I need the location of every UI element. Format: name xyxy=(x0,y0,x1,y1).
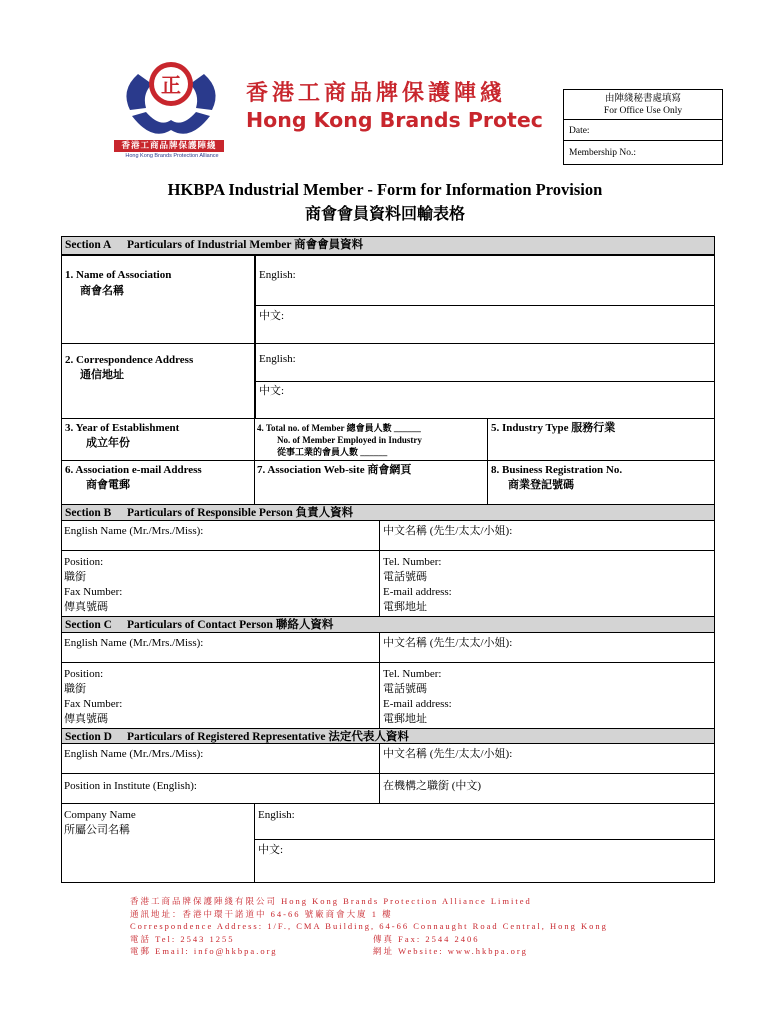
association-email-cell[interactable] xyxy=(62,461,255,505)
contact-tel-email-cell[interactable] xyxy=(380,663,714,730)
representative-english-name-field[interactable] xyxy=(62,744,380,774)
industry-type-cell[interactable] xyxy=(488,419,714,461)
position-label-cn: 職銜 xyxy=(64,571,86,583)
q8-label-cn: 商業登記號碼 xyxy=(508,479,574,491)
fax-label: Fax Number: xyxy=(64,698,123,710)
business-registration-cell[interactable] xyxy=(488,461,714,505)
footer-contact xyxy=(130,895,608,958)
chinese-name-label: 中文名稱 (先生/太太/小姐): xyxy=(383,637,513,649)
responsible-tel-email-cell[interactable] xyxy=(380,551,714,618)
tel-label: Tel. Number: xyxy=(383,556,442,568)
tel-label-cn: 電話號碼 xyxy=(383,571,427,583)
address-chinese-field[interactable] xyxy=(255,382,714,419)
position-label: Position: xyxy=(64,668,104,680)
name-of-association-label-cell xyxy=(62,255,255,344)
q4-line1: 4. Total no. of Member 總會員人數 ______ xyxy=(257,423,421,433)
section-b-label: Section B xyxy=(65,507,112,519)
page-title: HKBPA Industrial Member - Form for Information Provision xyxy=(167,180,603,199)
q6-label-cn: 商會電郵 xyxy=(86,479,130,491)
page-title-chinese: 商會會員資料回輸表格 xyxy=(304,204,465,223)
responsible-chinese-name-field[interactable] xyxy=(380,521,714,551)
footer-email[interactable]: 電郵 Email: info@hkbpa.org xyxy=(130,946,278,956)
footer-fax: 傳真 Fax: 2544 2406 xyxy=(373,933,480,944)
english-name-label: English Name (Mr./Mrs./Miss): xyxy=(64,637,204,649)
section-a-title: Particulars of Industrial Member 商會會員資料 xyxy=(127,239,364,251)
email-label: E-mail address: xyxy=(383,698,452,710)
email-label-cn: 電郵地址 xyxy=(383,601,427,613)
section-d-header xyxy=(62,728,714,744)
section-a-label: Section A xyxy=(65,239,112,251)
responsible-position-fax-cell[interactable] xyxy=(62,551,380,618)
english-label: English: xyxy=(259,353,296,365)
q8-label: 8. Business Registration No. xyxy=(491,464,623,476)
position-institute-english-field[interactable] xyxy=(62,774,380,804)
association-name-chinese-field[interactable] xyxy=(255,306,714,344)
position-institute-chinese-field[interactable] xyxy=(380,774,714,804)
company-name-english-field[interactable] xyxy=(255,804,714,840)
information-form xyxy=(61,236,715,883)
q6-label: 6. Association e-mail Address xyxy=(65,464,202,476)
representative-chinese-name-field[interactable] xyxy=(380,744,714,774)
tel-label-cn: 電話號碼 xyxy=(383,683,427,695)
fax-label-cn: 傳真號碼 xyxy=(64,713,108,725)
address-english-field[interactable] xyxy=(255,344,714,382)
office-use-heading xyxy=(564,90,722,120)
fax-label: Fax Number: xyxy=(64,586,123,598)
section-b-title: Particulars of Responsible Person 負責人資料 xyxy=(127,507,354,519)
logo-english-name: Hong Kong Brands Protection Alliance xyxy=(125,153,219,159)
position-institute-label-cn: 在機構之職銜 (中文) xyxy=(383,780,482,792)
position-institute-label: Position in Institute (English): xyxy=(64,780,197,792)
logo-chinese-name: 香港工商品牌保護陣綫 xyxy=(114,140,224,152)
section-b-header xyxy=(62,505,714,521)
q7-label: 7. Association Web-site 商會網頁 xyxy=(257,464,412,476)
english-name-label: English Name (Mr./Mrs./Miss): xyxy=(64,748,204,760)
q4-line2: No. of Member Employed in Industry xyxy=(277,435,422,445)
q2-label: 2. Correspondence Address xyxy=(65,354,194,366)
correspondence-address-label-cell xyxy=(62,344,255,419)
chinese-label: 中文: xyxy=(259,310,285,322)
alliance-logo xyxy=(112,50,230,146)
company-name-chinese-field[interactable] xyxy=(255,840,714,882)
section-c-label: Section C xyxy=(65,619,112,631)
chinese-label: 中文: xyxy=(258,844,284,856)
logo-char: 正 xyxy=(161,73,181,97)
chinese-name-label: 中文名稱 (先生/太太/小姐): xyxy=(383,525,513,537)
section-d-label: Section D xyxy=(65,731,112,743)
email-label-cn: 電郵地址 xyxy=(383,713,427,725)
association-name-english-field[interactable] xyxy=(255,255,714,306)
contact-english-name-field[interactable] xyxy=(62,633,380,663)
english-label: English: xyxy=(258,809,295,821)
q5-label: 5. Industry Type 服務行業 xyxy=(491,422,616,434)
year-established-cell[interactable] xyxy=(62,419,255,461)
footer-address-en: Correspondence Address: 1/F., CMA Building, 64-66 Connaught Road Central, Hong Kong xyxy=(130,921,608,931)
section-c-header xyxy=(62,616,714,633)
section-c-title: Particulars of Contact Person 聯絡人資料 xyxy=(127,619,334,631)
office-use-box xyxy=(563,89,723,165)
responsible-english-name-field[interactable] xyxy=(62,521,380,551)
footer-tel: 電話 Tel: 2543 1255 xyxy=(130,933,235,944)
office-use-cn: 由陣綫秘書處填寫 xyxy=(604,94,681,104)
english-name-label: English Name (Mr./Mrs./Miss): xyxy=(64,525,204,537)
association-website-cell[interactable] xyxy=(255,461,488,505)
tel-label: Tel. Number: xyxy=(383,668,442,680)
office-date-field[interactable]: Date: xyxy=(564,120,722,141)
chinese-name-label: 中文名稱 (先生/太太/小姐): xyxy=(383,748,513,760)
office-use-en: For Office Use Only xyxy=(603,106,683,116)
q2-label-cn: 通信地址 xyxy=(80,369,124,381)
office-membership-field[interactable]: Membership No.: xyxy=(569,148,637,158)
footer-address-cn: 通訊地址：香港中環干諾道中 64-66 號廠商會大廈 1 樓 xyxy=(130,908,393,919)
contact-chinese-name-field[interactable] xyxy=(380,633,714,663)
brand-name-chinese: 香港工商品牌保護陣綫 xyxy=(246,81,507,106)
q1-label: 1. Name of Association xyxy=(65,269,172,281)
email-label: E-mail address: xyxy=(383,586,452,598)
chinese-label: 中文: xyxy=(259,385,285,397)
company-label: Company Name xyxy=(64,809,136,821)
company-label-cn: 所屬公司名稱 xyxy=(64,824,130,836)
q4-line3: 從事工業的會員人數 ______ xyxy=(277,447,388,457)
english-label: English: xyxy=(259,269,296,281)
footer-website[interactable]: 網址 Website: www.hkbpa.org xyxy=(373,946,528,956)
total-members-cell[interactable] xyxy=(255,419,488,461)
company-name-label-cell xyxy=(62,804,255,882)
q3-label: 3. Year of Establishment xyxy=(65,422,180,434)
position-label: Position: xyxy=(64,556,104,568)
section-a-header xyxy=(62,237,714,255)
fax-label-cn: 傳真號碼 xyxy=(64,601,108,613)
footer-company: 香港工商品牌保護陣綫有限公司 Hong Kong Brands Protection Alliance Limited xyxy=(130,896,532,906)
brand-name-english: Hong Kong Brands Protec xyxy=(246,108,543,132)
section-d-title: Particulars of Registered Representative 法定代表人資料 xyxy=(127,731,409,743)
q1-label-cn: 商會名稱 xyxy=(80,285,124,297)
contact-position-fax-cell[interactable] xyxy=(62,663,380,730)
q3-label-cn: 成立年份 xyxy=(86,437,130,449)
position-label-cn: 職銜 xyxy=(64,683,86,695)
